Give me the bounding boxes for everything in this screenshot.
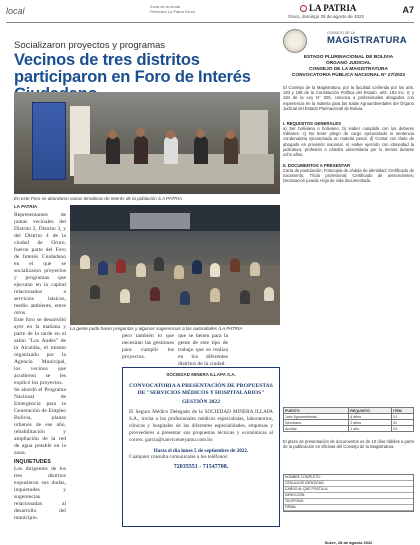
article-column-2: [122, 333, 174, 361]
form-field: FIRMA:: [284, 505, 413, 511]
person: [240, 290, 250, 304]
table-cell: Juez Agroambiental: [284, 414, 349, 420]
photo2-caption: [70, 326, 280, 331]
tender-advertisement: [122, 367, 280, 527]
person: [210, 263, 220, 277]
requirements-block: [283, 121, 414, 157]
audience-photo: [70, 205, 280, 325]
table-cell: Secretario: [284, 420, 349, 426]
ad-deadline: Hasta el día lunes 5 de septiembre de 2022.: [153, 448, 249, 454]
paragraph: Este foro se desarrolló ayer en la mañana y parte de la tarde en el salón "Los Andes" de la Alcaldía, el mismo organizado por la Agencia Municipal, los vecinos que acudieron se les explicó los proyectos.: [14, 317, 66, 386]
ad-contact: Cualquier consulta comunicarse a los teléfonos:: [129, 454, 229, 460]
person: [180, 291, 190, 305]
form-field: TELÉFONO:: [284, 499, 413, 505]
header-rule: [6, 22, 414, 23]
ad-title: CONVOCATORIA A PRESENTACIÓN DE PROPUESTAS DE "SERVICIOS MÉDICOS Y HOSPITALARIOS": [129, 383, 273, 396]
paragraph: Representantes de juntas vecinales del Distrito 2, Distrito 3, y del Distrito 4 de la ciudad de Oruro, fueron parte del Foro de Interés Ciudadano en el que se socializaron proyectos y programas que ejecutan en la capital relacionados a servicios básicos, medio ambiente, entre otros.: [14, 212, 66, 316]
page-header: [0, 0, 420, 24]
person-head: [166, 130, 175, 139]
positions-table: [283, 407, 414, 432]
photo1-caption-text: En este Foro se abordaron varias temáticas de interés de la población: [14, 196, 157, 201]
blue-banner: [32, 102, 66, 180]
person: [116, 259, 126, 273]
logo-text: LA PATRIA: [309, 3, 357, 13]
person-head: [108, 130, 117, 139]
person: [106, 136, 120, 164]
tag-line-2: Periódico La Patria Oruro: [150, 9, 196, 14]
photo1-credit: /LA PATRIA: [158, 196, 182, 201]
documents-title: II. DOCUMENTOS A PRESENTAR: [283, 163, 351, 168]
photo2-credit: /LA PATRIA: [218, 326, 243, 331]
documents-block: [283, 163, 414, 184]
person: [98, 261, 108, 275]
form-field: DIRECCIÓN:: [284, 493, 413, 499]
paragraph: Los dirigentes de los tres distritos expusieron sus dudas, inquietudes y sugerencias relacionadas al desarrollo del municipio.: [14, 466, 66, 521]
person: [154, 257, 164, 271]
table-cell: 02: [392, 420, 414, 426]
person: [164, 136, 178, 164]
brand-name: MAGISTRATURA: [327, 35, 407, 46]
person: [192, 260, 202, 274]
right-banner: [240, 110, 268, 160]
table-cell: Auxiliar: [284, 426, 349, 432]
ad-organization: SOCIEDAD MINERA ILLAPA S.A.: [166, 372, 236, 377]
person: [150, 287, 160, 301]
person-head: [136, 128, 145, 137]
announcement-closing: El plazo de presentación de documentos es de 10 días hábiles a partir de la publicación en oficinas del Consejo de la Magistratura.: [283, 439, 414, 450]
announcement-intro: El Consejo de la Magistratura, por la facultad conferida por los arts. 193 y 195 de la Constitución Política del Estado, arts. 183 inc. II; y 184 de la Ley N° 025, convoca a profesionales abogados con experiencia en la materia para las Salas Agroambientales del Órgano Judicial del Estado Plurinacional de Bolivia.: [283, 85, 414, 111]
form-field: CÉDULA DE IDENTIDAD:: [284, 481, 413, 487]
table-row: [284, 426, 414, 432]
form-field: NOMBRE COMPLETO:: [284, 475, 413, 481]
person: [136, 263, 146, 277]
announcement-footer: Sucre, 28 de agosto 2022: [324, 540, 373, 545]
article-column-1: [14, 212, 66, 522]
person: [264, 287, 274, 301]
paragraph: Se abordó el Programa Nacional de Emergencia para la Generación de Empleo Bolivia, planes urbanos de ese año, rehabilitación y ampliación de la red de agua potable en la zona.: [14, 387, 66, 456]
announcement-heading: ESTADO PLURINACIONAL DE BOLIVIA ÓRGANO JUDICIAL CONSEJO DE LA MAGISTRATURA CONVOCATORIA PÚBLICA NACIONAL N° 27/2022: [291, 55, 406, 78]
subheading: INQUIETUDES: [14, 459, 51, 465]
ad-phones: 72035551 - 71547708.: [173, 464, 229, 470]
application-form: [283, 474, 414, 512]
article-kicker: Socializaron proyectos y programas: [14, 40, 166, 51]
ad-body: El Seguro Médico Delegado de la SOCIEDAD MINERA ILLAPA S.A., invita a los profesionales médicos especialistas, laboratorios, clínicas y hospitales de las diferentes especialidades, empresas y proveedores a presentar sus propuestas técnicas y económicas al correo: garcia@sanvicenteyamu.com.bo: [129, 409, 273, 443]
screen: [130, 213, 190, 229]
brand-sub: CONSEJO DE LA: [327, 31, 356, 35]
judicial-seal-icon: [283, 29, 307, 53]
paragraph: pero también lo que necesitan las gestiones para cumplir los proyectos.: [122, 333, 174, 360]
requirements-text: a) Ser boliviana o boliviano. b) Haber cumplido con los deberes militares. c) No tener pliego de cargo ejecutoriado ni sentencia condenatoria ejecutoriada en materia penal. d) Contar con título de abogado en provisión nacional. e) Haber ejercido con idoneidad la judicatura, profesión o cátedra universitaria por lo menos durante ocho años.: [283, 126, 414, 158]
ad-year: GESTIÓN 2022: [181, 399, 221, 405]
byline: LA PATRIA: [14, 204, 38, 209]
person: [224, 136, 238, 164]
form-field: CARGO AL QUE POSTULA:: [284, 487, 413, 493]
table-cell: 01: [392, 414, 414, 420]
requirements-title: I. REQUISITOS GENERALES: [283, 121, 341, 126]
magistratura-announcement: [283, 27, 414, 545]
person: [174, 265, 184, 279]
tag-line: [150, 4, 195, 14]
person: [194, 136, 208, 164]
table-header: REQUISITO: [349, 408, 392, 414]
table-header: ITEM: [392, 408, 414, 414]
article-column-3: [178, 333, 228, 368]
newspaper-logo: [300, 3, 356, 13]
person: [230, 258, 240, 272]
documents-text: Carta de postulación; Fotocopia de cédula de identidad; Certificado de nacimiento; Título profesional; Certificado de antecedentes; Declaración jurada; Hoja de vida documentada.: [283, 168, 414, 184]
announcement-brand: [327, 31, 407, 46]
person: [250, 262, 260, 276]
person: [210, 288, 220, 302]
table-cell: 03: [392, 426, 414, 432]
photo2-caption-text: La gente pudo hacer preguntas y algunas sugerencias a las autoridades: [70, 326, 218, 331]
person-head: [196, 129, 205, 138]
article-headline: Vecinos de tres distritos participaron en Foro de Interés: [14, 51, 251, 86]
person: [120, 289, 130, 303]
positions-table-wrap: [283, 407, 414, 432]
forum-photo: [14, 92, 280, 194]
person: [80, 255, 90, 269]
paragraph: que se tienen para la gente de este tipo de trabajo que se realiza en los diferentes distritos de la ciudad.: [178, 333, 228, 367]
table-cell: 1 año: [349, 426, 392, 432]
table-cell: 2 años: [349, 420, 392, 426]
section-label: local: [6, 6, 25, 16]
photo1-caption: [14, 196, 280, 201]
page-number: A7: [402, 5, 414, 15]
table-cell: 8 años: [349, 414, 392, 420]
person: [134, 136, 148, 164]
person: [90, 285, 100, 299]
person-head: [226, 130, 235, 139]
tag-line-1: Zona de la moda: [150, 4, 181, 9]
table-header: PUESTO: [284, 408, 349, 414]
issue-date: Oruro, domingo 28 de agosto de 2022: [288, 14, 365, 19]
logo-icon: [300, 5, 307, 12]
